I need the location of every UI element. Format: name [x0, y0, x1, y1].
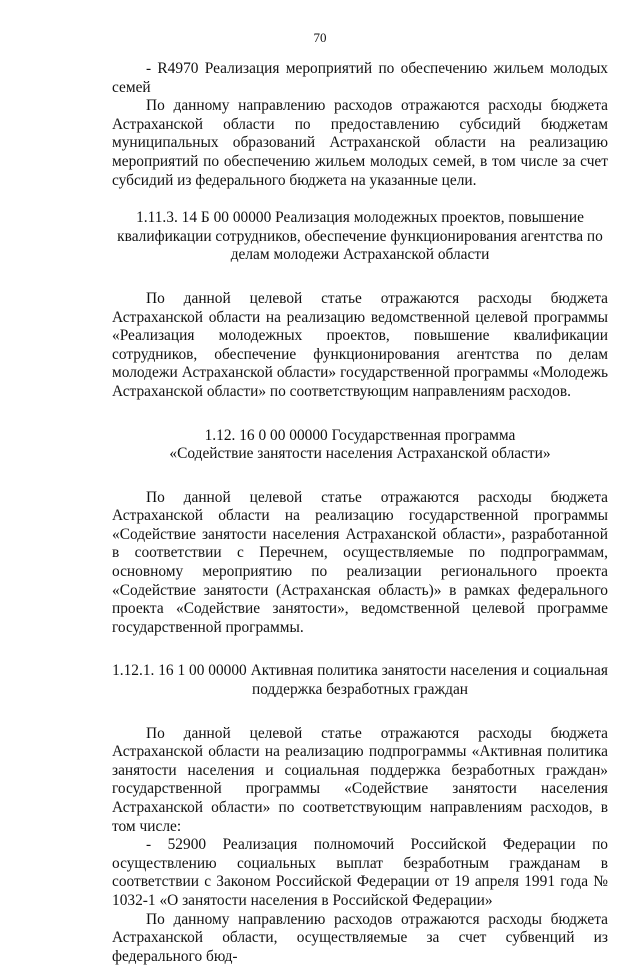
paragraph-r4970: По данному направлению расходов отражаются расходы бюджета Астраханской области по предоставлению субсидий бюджетам муниципальных образований Астраханской области на реализацию мероприятий по обеспечению жильем молодых семей, в том числе за счет субсидий из федерального бюджета на указанные цели. — [112, 97, 608, 189]
section-heading-1-11-3 — [112, 209, 608, 265]
heading-line: делам молодежи Астраханской области — [230, 246, 490, 264]
heading-line: 1.12. 16 0 00 00000 Государственная программа — [204, 426, 516, 444]
list-item-r4970: - R4970 Реализация мероприятий по обеспечению жильем молодых семей — [112, 60, 608, 96]
paragraph-1-12: По данной целевой статье отражаются расходы бюджета Астраханской области на реализацию государственной программы «Содействие занятости населения Астраханской области», разработанной в соответствии с Перечнем, осуществляемые по подпрограммам, основному мероприятию по реализации регионального проекта «Содействие занятости (Астраханская область)» в рамках федерального проекта «Содействие занятости», ведомственной целевой программе государственной программы. — [112, 488, 608, 636]
section-heading-1-12 — [112, 427, 608, 464]
section-heading-1-12-1 — [112, 662, 608, 699]
paragraph-52900: По данному направлению расходов отражаются расходы бюджета Астраханской области, осуществляемые за счет субвенций из федерального бюд- — [112, 910, 608, 965]
paragraph-1-11-3: По данной целевой статье отражаются расходы бюджета Астраханской области на реализацию ведомственной целевой программы «Реализация молодежных проектов, повышение квалификации сотрудников, обеспечение функционирования агентства по делам молодежи Астраханской области» государственной программы «Молодежь Астраханской области» по соответствующим направлениям расходов. — [112, 289, 608, 400]
document-body — [112, 60, 608, 966]
heading-line: поддержка безработных граждан — [251, 681, 469, 699]
heading-line: «Содействие занятости населения Астраханской области» — [169, 445, 551, 463]
heading-line: 1.11.3. 14 Б 00 00000 Реализация молодежных проектов, повышение — [136, 209, 584, 227]
paragraph-1-12-1: По данной целевой статье отражаются расходы бюджета Астраханской области на реализацию подпрограммы «Активная политика занятости населения и социальная поддержка безработных граждан» государственной программы «Содействие занятости населения Астраханской области» по соответствующим направлениям расходов, в том числе: — [112, 724, 608, 835]
page-number: 70 — [313, 30, 327, 45]
heading-line: квалификации сотрудников, обеспечение функционирования агентства по — [117, 227, 603, 245]
heading-line: 1.12.1. 16 1 00 00000 Активная политика занятости населения и социальная — [112, 662, 608, 680]
list-item-52900: - 52900 Реализация полномочий Российской Федерации по осуществлению социальных выплат безработным гражданам в соответствии с Законом Российской Федерации от 19 апреля 1991 года № 1032-1 «О занятости населения в Российской Федерации» — [112, 836, 608, 909]
